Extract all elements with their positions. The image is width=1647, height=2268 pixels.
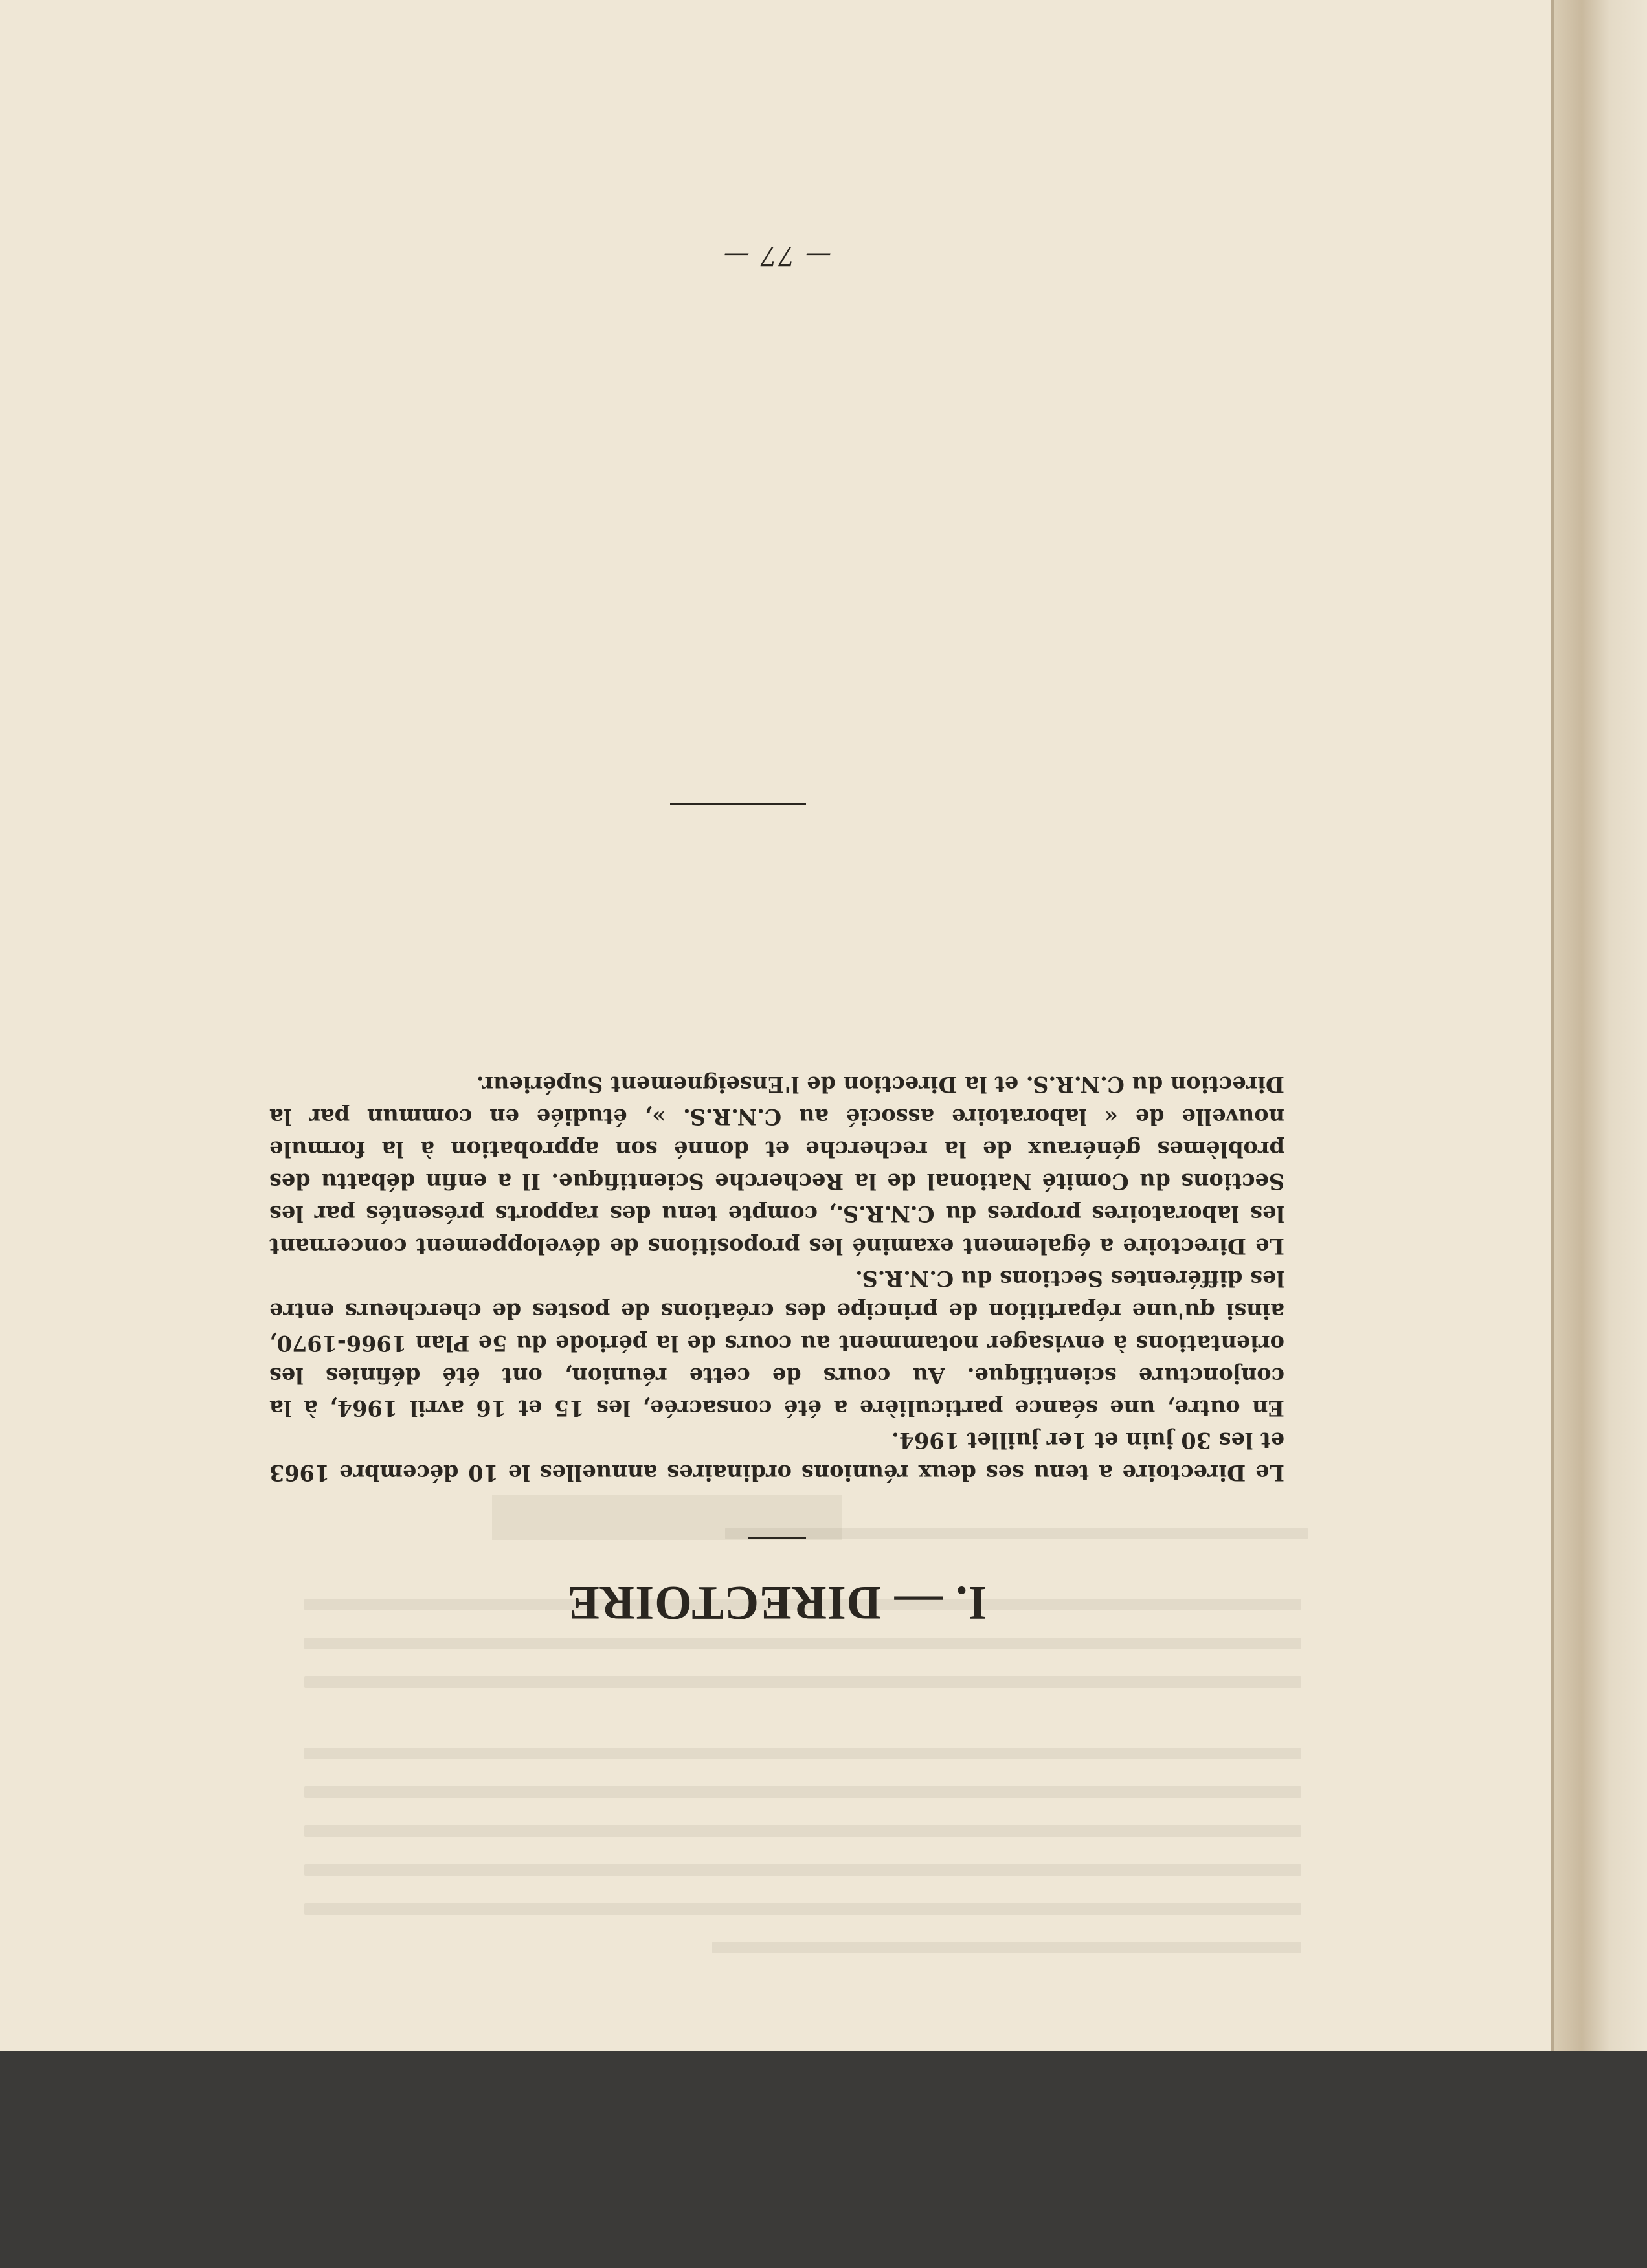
page-edge [1554,0,1647,2051]
heading-rule [748,1537,806,1539]
page-number: — 77 — [722,241,832,271]
paragraph-3: Le Directoire a également examiné les propositions de développement concernant les laboratoires propres du C.N.R.S., compte tenu des rapports présentés par les Sections du Comité National de la Recherche Scientifique. Il a enfin débattu des problèmes généraux de la recherche et donné son approbation à la formule nouvelle de « laboratoire associé au C.N.R.S. », étudiée en commun par la Direction du C.N.R.S. et la Direction de l'Enseignement Supérieur. [269,1072,1284,1259]
paragraph-2: En outre, une séance particulière a été consacrée, les 15 et 16 avril 1964, à la conjoncture scientifique. Au cours de cette réunion, ont été définies les orientations à envisager notamment au cours de la période du 5e Plan 1966-1970, ainsi qu'une répartition de principe des créations de postes de chercheurs entre les différentes Sections du C.N.R.S. [269,1266,1284,1421]
paragraph-1: Le Directoire a tenu ses deux réunions ordinaires annuelles le 10 décembre 1963 et les 30 juin et 1er juillet 1964. [269,1428,1284,1485]
body-text [269,1068,1284,1489]
section-heading: I. — DIRECTOIRE [566,1576,987,1629]
section-end-rule [670,803,806,805]
